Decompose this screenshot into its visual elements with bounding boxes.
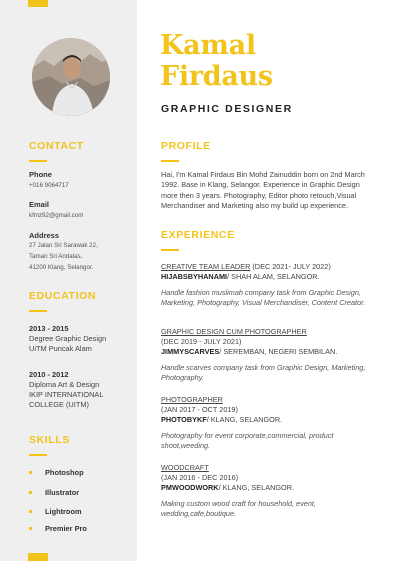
edu-2-line-3: COLLEGE (UITM) bbox=[29, 400, 89, 409]
accent-bar-top bbox=[28, 0, 48, 7]
address-line-3: 41200 Klang, Selangor. bbox=[29, 264, 94, 271]
edu-2-years: 2010 - 2012 bbox=[29, 370, 69, 379]
job-company-line bbox=[161, 483, 371, 494]
edu-1-line-2: UiTM Puncak Alam bbox=[29, 344, 92, 353]
job-role-line bbox=[161, 262, 371, 272]
job-role: CREATIVE TEAM LEADER bbox=[161, 262, 251, 271]
edu-2-line-2: IKIP INTERNATIONAL bbox=[29, 390, 104, 399]
job-role: GRAPHIC DESIGN CUM PHOTOGRAPHER bbox=[161, 327, 307, 336]
skill-name: Premier Pro bbox=[45, 524, 87, 533]
job-description: Handle fashion muslimah company task from Graphic Design, Marketing, Photography, Visual Merchandiser, Content Creator. bbox=[161, 287, 366, 307]
address-line-1: 27 Jalan Sri Sarawak 22, bbox=[29, 242, 98, 249]
job-entry bbox=[161, 262, 371, 308]
person-name bbox=[160, 30, 273, 92]
job-description: Handle scarves company task from Graphic Design, Marketing, Photography. bbox=[161, 362, 366, 382]
job-entry bbox=[161, 327, 371, 383]
contact-heading: CONTACT bbox=[29, 140, 84, 152]
name-first: Kamal bbox=[160, 30, 256, 61]
job-location: / SHAH ALAM, SELANGOR. bbox=[227, 272, 320, 281]
job-title: GRAPHIC DESIGNER bbox=[161, 103, 293, 115]
job-location: / KLANG, SELANGOR. bbox=[218, 483, 294, 492]
address-line-2: Taman Sri Andalas, bbox=[29, 253, 83, 260]
job-company: JIMMYSCARVES bbox=[161, 347, 220, 356]
profile-text: Hai, I'm Kamal Firdaus Bin Mohd Zainuddin born on 2nd March 1992. Base in Klang, Selangor. Experience in Graphic Design more then 3 years. Photography, Editor photo retouch,Visual Merchandiser and Marketing also my build up experience. bbox=[161, 170, 365, 210]
phone-label: Phone bbox=[29, 170, 52, 179]
job-description: Photography for event corporate,commercial, product shoot,weeding. bbox=[161, 430, 334, 450]
job-company: HIJABSBYHANAMI bbox=[161, 272, 228, 281]
job-location: / SEREMBAN, NEGERI SEMBILAN. bbox=[219, 347, 338, 356]
profile-heading: PROFILE bbox=[161, 140, 211, 152]
edu-2-line-1: Diploma Art & Design bbox=[29, 380, 100, 389]
job-company-line bbox=[161, 347, 371, 358]
job-date: (DEC 2019 - JULY 2021) bbox=[161, 337, 242, 346]
name-last: Firdaus bbox=[160, 61, 273, 92]
contact-rule bbox=[29, 160, 47, 162]
job-company: PHOTOBYKF bbox=[161, 415, 207, 424]
phone-value: +016 9064717 bbox=[29, 182, 69, 189]
job-role: WOODCRAFT bbox=[161, 463, 209, 472]
skill-name: Illustrator bbox=[45, 488, 80, 497]
job-entry bbox=[161, 463, 371, 519]
skill-name: Lightroom bbox=[45, 507, 82, 516]
profile-photo bbox=[32, 38, 110, 116]
bullet-icon bbox=[29, 510, 32, 513]
education-heading: EDUCATION bbox=[29, 290, 97, 302]
skills-heading: SKILLS bbox=[29, 434, 70, 446]
bullet-icon bbox=[29, 471, 32, 474]
experience-heading: EXPERIENCE bbox=[161, 229, 235, 241]
email-label: Email bbox=[29, 200, 50, 209]
job-company-line bbox=[161, 415, 371, 426]
profile-rule bbox=[161, 160, 179, 162]
experience-rule bbox=[161, 249, 179, 251]
job-date: (JAN 2016 - DEC 2016) bbox=[161, 473, 239, 482]
job-entry bbox=[161, 395, 371, 451]
job-role: PHOTOGRAPHER bbox=[161, 395, 223, 404]
job-location: / KLANG, SELANGOR. bbox=[206, 415, 283, 424]
education-rule bbox=[29, 310, 47, 312]
accent-bar-bottom bbox=[28, 553, 48, 561]
edu-1-years: 2013 - 2015 bbox=[29, 324, 69, 333]
job-date: (DEC 2021- JULY 2022) bbox=[250, 262, 331, 271]
address-label: Address bbox=[29, 231, 60, 240]
bullet-icon bbox=[29, 527, 32, 530]
bullet-icon bbox=[29, 491, 32, 494]
email-value: kfmz92@gmail.com bbox=[29, 212, 84, 219]
skill-name: Photoshop bbox=[45, 468, 84, 477]
job-description: Making custom wood craft for household, event, wedding,cafe,boutique. bbox=[161, 498, 316, 518]
job-date: (JAN 2017 - OCT 2019) bbox=[161, 405, 238, 414]
job-company-line bbox=[161, 272, 371, 283]
job-company: PMWOODWORK bbox=[161, 483, 219, 492]
skills-rule bbox=[29, 454, 47, 456]
edu-1-line-1: Degree Graphic Design bbox=[29, 334, 107, 343]
